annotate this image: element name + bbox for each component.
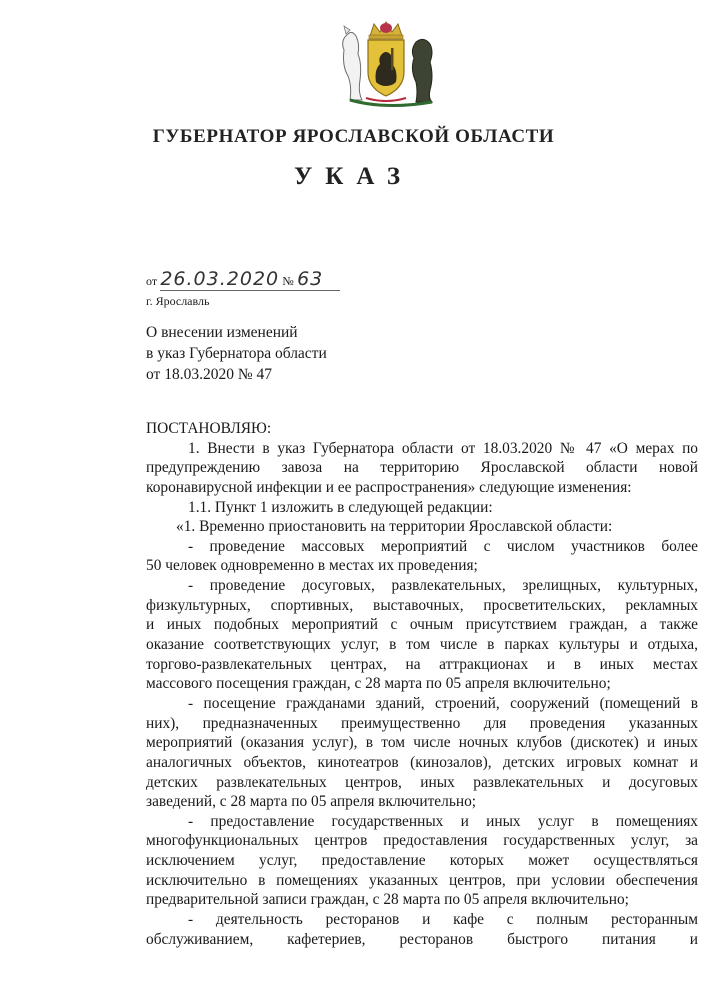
body-line: 1. Внести в указ Губернатора области от 18.03.2020 № 47 «О мерах по: [188, 439, 698, 457]
body-line: - проведение массовых мероприятий с числом участников более: [188, 537, 698, 555]
body-line: - предоставление государственных и иных услуг в помещениях: [188, 812, 698, 830]
body-line: 1.1. Пункт 1 изложить в следующей редакции:: [188, 498, 493, 516]
body-line: заведений, с 28 марта по 05 апреля включительно;: [146, 793, 477, 811]
body-line: оказание соответствующих услуг, в том числе в парках культуры и отдыха,: [146, 636, 698, 654]
governor-title: ГУБЕРНАТОР ЯРОСЛАВСКОЙ ОБЛАСТИ: [152, 126, 555, 147]
date-prefix: от: [146, 274, 158, 288]
decree-subject: [146, 322, 327, 385]
subject-line: в указ Губернатора области: [146, 345, 327, 362]
body-line: «1. Временно приостановить на территории Ярославской области:: [176, 518, 613, 536]
city: г. Ярославль: [146, 294, 210, 308]
body-line: исключительно в помещениях указанных центров, при условии обеспечения: [146, 871, 698, 889]
body-line: торгово-развлекательных центрах, на аттракционах и в иных местах: [146, 655, 698, 673]
decree-number: 63: [297, 268, 324, 290]
body-line: исключением услуг, предоставление которых может осуществляться: [146, 852, 698, 870]
body-line: многофункциональных центров предоставления государственных услуг, за: [146, 832, 698, 850]
body-line: - деятельность ресторанов и кафе с полным ресторанным: [188, 911, 698, 929]
subject-line: О внесении изменений: [146, 324, 298, 341]
body-line: мероприятий (оказания услуг), в том числе ночных клубов (дискотек) и иных: [146, 734, 698, 752]
body-heading: ПОСТАНОВЛЯЮ:: [146, 420, 272, 437]
body-line: них), предназначенных преимущественно для проведения указанных: [146, 714, 698, 732]
date-number-line: [146, 268, 323, 294]
coat-of-arms-yaroslavl-icon: [336, 20, 436, 108]
date-underline: [160, 290, 340, 291]
number-prefix: №: [282, 274, 294, 288]
body-line: детских развлекательных центров, иных развлекательных и досуговых: [146, 773, 698, 791]
decree-date: 26.03.2020: [160, 268, 280, 290]
body-line: коронавирусной инфекции и ее распространения» следующие изменения:: [146, 478, 632, 496]
body-line: предварительной записи граждан, с 28 марта по 05 апреля включительно;: [146, 891, 629, 909]
body-line: - посещение гражданами зданий, строений, сооружений (помещений в: [188, 694, 698, 712]
body-line: 50 человек одновременно в местах их проведения;: [146, 557, 478, 575]
body-line: аналогичных объектов, кинотеатров (кинозалов), детских игровых комнат и: [146, 753, 698, 771]
body-line: обслуживанием, кафетериев, ресторанов быстрого питания и: [146, 930, 698, 948]
body-line: массового посещения граждан, с 28 марта по 05 апреля включительно;: [146, 675, 611, 693]
body-line: - проведение досуговых, развлекательных, зрелищных, культурных,: [188, 577, 698, 595]
body-line: и иных подобных мероприятий с очным присутствием граждан, а также: [146, 616, 698, 634]
decree-title: УКАЗ: [293, 163, 414, 190]
body-line: предупреждению завоза на территорию Ярославской области новой: [146, 459, 698, 477]
body-line: физкультурных, спортивных, выставочных, просветительских, рекламных: [146, 596, 698, 614]
decree-body: [146, 419, 698, 949]
subject-line: от 18.03.2020 № 47: [146, 366, 272, 383]
